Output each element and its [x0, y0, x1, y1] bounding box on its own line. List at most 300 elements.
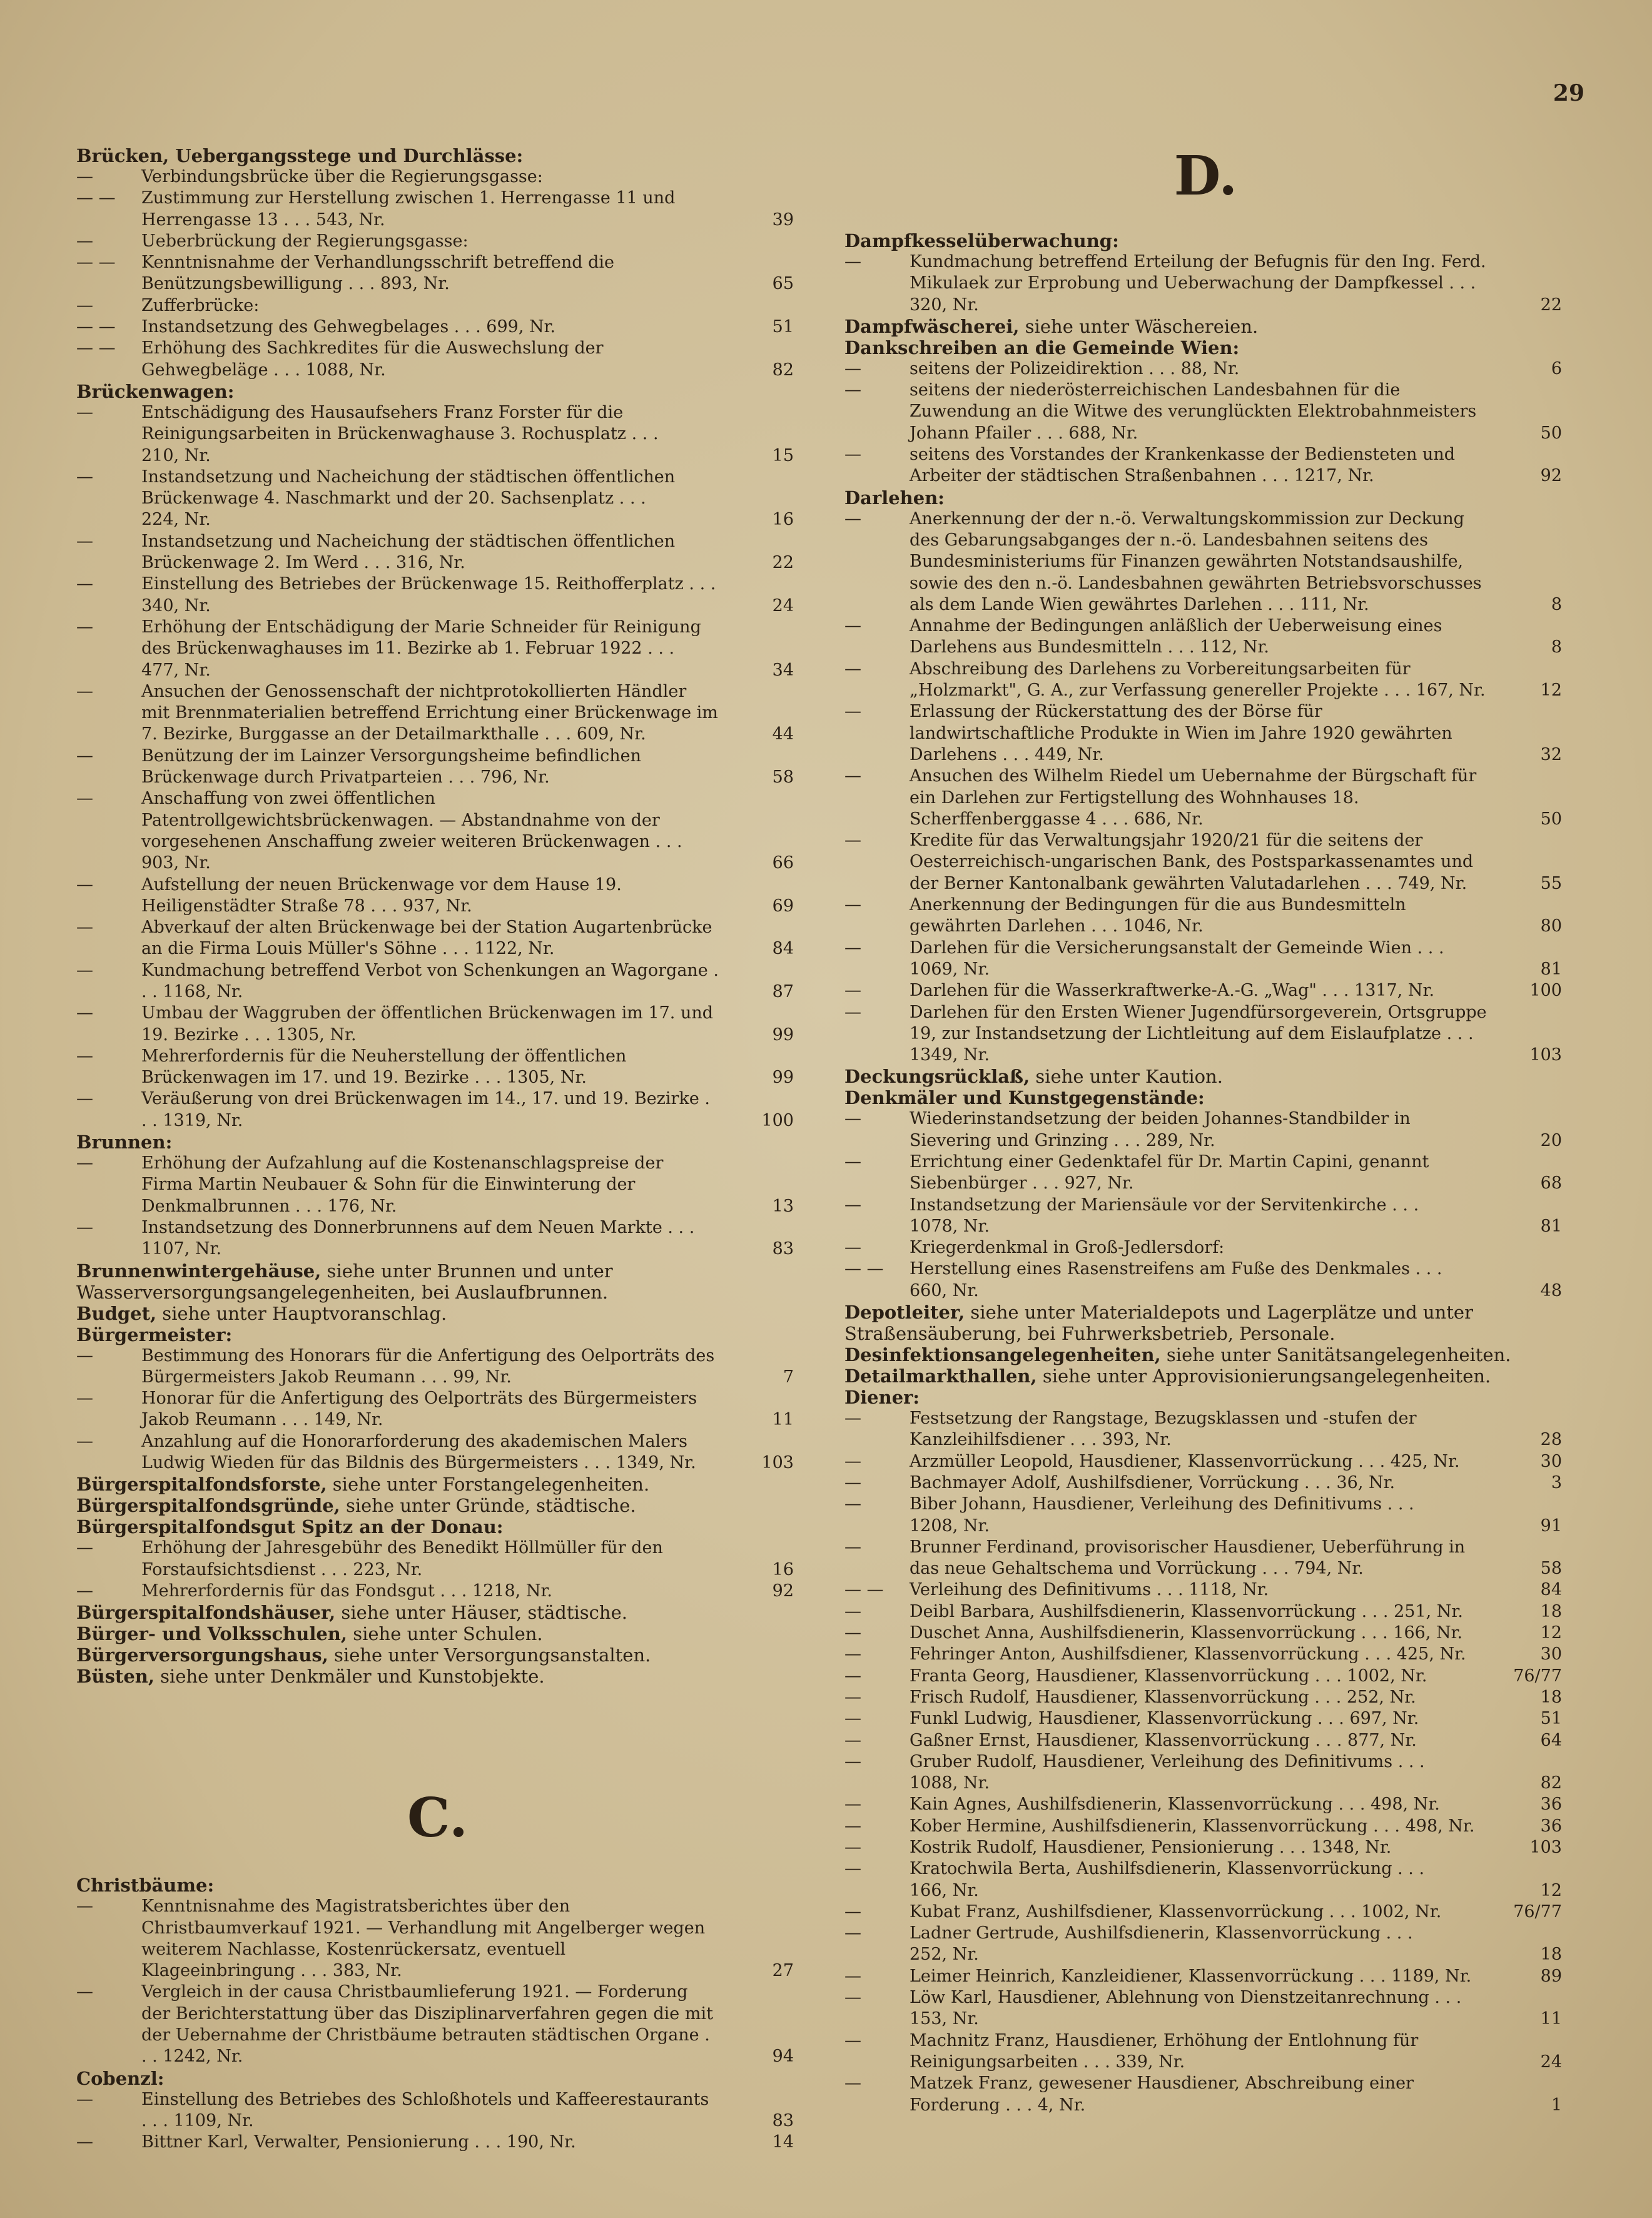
page-reference: 1319, Nr.	[163, 1110, 243, 1130]
page-reference: 166, Nr.	[910, 1880, 979, 1900]
page-reference: 1349, Nr.	[616, 1453, 696, 1473]
heading-text: Brückenwagen:	[76, 380, 235, 402]
entry-dash: —	[844, 1537, 861, 1557]
page-reference: 699, Nr.	[486, 317, 556, 337]
item-number: 32	[1540, 744, 1562, 764]
entry-dash: — —	[76, 188, 116, 208]
entry-text: Annahme der Bedingungen anläßlich der Ueberweisung eines Darlehens aus Bundesmitteln	[910, 616, 1442, 657]
page-reference: 697, Nr.	[1349, 1709, 1419, 1729]
index-entry: — — Verleihung des Definitivums . . . 1118, Nr. 84	[844, 1579, 1567, 1601]
item-number: 65	[772, 274, 794, 294]
item-number: 87	[772, 981, 794, 1001]
entry-dash: —	[844, 252, 861, 271]
entry-text: Verleihung des Definitivums	[910, 1580, 1152, 1600]
entry-text: Brunner Ferdinand, provisorischer Hausdiener, Ueberführung in das neue Gehaltschema und Vorrückung	[910, 1537, 1466, 1579]
index-entry: — Mehrerfordernis für die Neuherstellung der öffentlichen Brückenwagen im 17. und 19. Bezirke . . . 1305, Nr. 99	[76, 1046, 799, 1089]
entry-text: Instandsetzung der Mariensäule vor der Servitenkirche	[910, 1195, 1387, 1215]
item-number: 20	[1540, 1130, 1562, 1150]
entry-dash: —	[844, 1238, 861, 1258]
index-entry: — Instandsetzung und Nacheichung der städtischen öffentlichen Brückenwage 2. Im Werd . . . 316, Nr. 22	[76, 531, 799, 574]
entry-text: seitens der Polizeidirektion	[910, 358, 1143, 378]
entry-dash: —	[76, 1538, 93, 1558]
index-entry: — seitens des Vorstandes der Krankenkasse der Bediensteten und Arbeiter der städtischen Straßenbahnen . . . 1217, Nr. 92	[844, 444, 1567, 487]
item-number: 27	[772, 1961, 794, 1981]
item-number: 82	[1540, 1773, 1562, 1793]
entry-dash: —	[76, 874, 93, 894]
item-number: 34	[772, 660, 794, 680]
entry-text: Instandsetzung und Nacheichung der städtischen öffentlichen Brückenwage 2. Im Werd	[141, 531, 676, 573]
item-number: 92	[772, 1581, 794, 1601]
entry-dash: —	[76, 1431, 93, 1451]
index-entry: — Kubat Franz, Aushilfsdiener, Klassenvorrückung . . . 1002, Nr. 76/77	[844, 1902, 1567, 1923]
entry-text: Leimer Heinrich, Kanzleidiener, Klassenvorrückung	[910, 1966, 1354, 1986]
page-reference: 1002, Nr.	[1361, 1902, 1442, 1922]
page-reference: 1088, Nr.	[910, 1773, 990, 1793]
entry-text: Ansuchen der Genossenschaft der nichtprotokollierten Händler mit Brennmaterialien betreffend Errichtung einer Brückenwage im 7. Bezirke, Burggasse an der Detailmarkthalle	[141, 681, 718, 744]
index-entry: — Erhöhung der Aufzahlung auf die Kostenanschlagspreise der Firma Martin Neubauer & Sohn für die Einwinterung der Denkmalbrunnen . . . 176, Nr. 13	[76, 1153, 799, 1217]
entry-dash: —	[844, 1195, 861, 1215]
entry-dash: —	[844, 2074, 861, 2094]
item-number: 50	[1540, 809, 1562, 829]
page-reference: 498, Nr.	[1405, 1816, 1475, 1836]
item-number: 16	[772, 1559, 794, 1579]
index-entry: — Umbau der Waggruben der öffentlichen Brückenwagen im 17. und 19. Bezirke . . . 1305, Nr. 99	[76, 1003, 799, 1046]
item-number: 22	[772, 553, 794, 573]
page-reference: 1189, Nr.	[1391, 1966, 1472, 1986]
index-entry: — Ansuchen der Genossenschaft der nichtprotokollierten Händler mit Brennmaterialien betreffend Errichtung einer Brückenwage im 7. Bezirke, Burggasse an der Detailmarkthalle . . . 609, Nr. 44	[76, 681, 799, 746]
page-reference: 449, Nr.	[1034, 744, 1104, 764]
index-entry: — Anerkennung der Bedingungen für die aus Bundesmitteln gewährten Darlehen . . . 1046, Nr. 80	[844, 894, 1567, 938]
index-entry: — Arzmüller Leopold, Hausdiener, Klassenvorrückung . . . 425, Nr. 30	[844, 1451, 1567, 1472]
index-heading	[844, 1387, 1567, 1408]
index-heading	[844, 230, 1567, 251]
index-entry: — Entschädigung des Hausaufsehers Franz Forster für die Reinigungsarbeiten in Brückenwaghause 3. Rochusplatz . . . 210, Nr. 15	[76, 402, 799, 467]
index-heading	[76, 1303, 799, 1324]
index-entry: — Kain Agnes, Aushilfsdienerin, Klassenvorrückung . . . 498, Nr. 36	[844, 1794, 1567, 1815]
heading-text: Diener:	[844, 1387, 920, 1409]
entry-text: Kriegerdenkmal in Groß-Jedlersdorf:	[910, 1238, 1225, 1258]
entry-dash: —	[76, 1046, 93, 1066]
entry-dash: — —	[76, 338, 116, 358]
item-number: 50	[1540, 423, 1562, 443]
index-heading	[844, 1087, 1567, 1108]
item-number: 64	[1540, 1730, 1562, 1750]
page-number: 29	[1553, 80, 1584, 106]
item-number: 91	[1540, 1516, 1562, 1536]
index-entry: — Darlehen für den Ersten Wiener Jugendfürsorgeverein, Ortsgruppe 19, zur Instandsetzung der Lichtleitung auf dem Eislaufplatze . . . 1349, Nr. 103	[844, 1002, 1567, 1066]
page-reference: 893, Nr.	[380, 274, 450, 294]
page-reference: 88, Nr.	[1180, 358, 1240, 378]
page-reference: 383, Nr.	[332, 1961, 402, 1981]
heading-text: Bürgerspitalfondsgut Spitz an der Donau:	[76, 1516, 504, 1538]
item-number: 55	[1540, 873, 1562, 893]
page-reference: 425, Nr.	[1390, 1451, 1460, 1471]
entry-text: Entschädigung des Hausaufsehers Franz Forster für die Reinigungsarbeiten in Brückenwaghause 3. Rochusplatz	[141, 402, 627, 444]
index-entry: — Kenntnisnahme des Magistratsberichtes über den Christbaumverkauf 1921. — Verhandlung mit Angelberger wegen weiterem Nachlasse, Kostenrückersatz, eventuell Klageeinbringung . . . 383, Nr. 27	[76, 1896, 799, 1982]
page-reference: 4, Nr.	[1037, 2095, 1086, 2115]
entry-dash: —	[844, 1751, 861, 1771]
entry-text: Instandsetzung des Donnerbrunnens auf dem Neuen Markte	[141, 1217, 662, 1237]
index-heading	[76, 1474, 799, 1495]
item-number: 92	[1540, 466, 1562, 486]
index-entry: — Matzek Franz, gewesener Hausdiener, Abschreibung einer Forderung . . . 4, Nr. 1	[844, 2073, 1567, 2116]
entry-dash: —	[76, 1153, 93, 1173]
page-reference: 339, Nr.	[1115, 2052, 1185, 2072]
entry-dash: —	[844, 1902, 861, 1922]
index-heading	[76, 145, 799, 166]
cross-reference: siehe unter Gründe, städtische.	[340, 1495, 636, 1517]
entry-dash: —	[76, 746, 93, 766]
index-entry: — Einstellung des Betriebes der Brückenwage 15. Reithofferplatz . . . 340, Nr. 24	[76, 574, 799, 617]
page-reference: 149, Nr.	[313, 1410, 383, 1430]
entry-text: Wiederinstandsetzung der beiden Johannes-Standbilder in Sievering und Grinzing	[910, 1109, 1411, 1150]
item-number: 66	[772, 853, 794, 873]
item-number: 89	[1540, 1966, 1562, 1986]
entry-text: Anerkennung der Bedingungen für die aus Bundesmitteln gewährten Darlehen	[910, 895, 1406, 936]
entry-text: Frisch Rudolf, Hausdiener, Klassenvorrückung	[910, 1687, 1309, 1707]
item-number: 76/77	[1513, 1902, 1562, 1922]
entry-dash: —	[844, 1494, 861, 1514]
entry-text: Kostrik Rudolf, Hausdiener, Pensionierung	[910, 1838, 1274, 1857]
index-entry: — Wiederinstandsetzung der beiden Johannes-Standbilder in Sievering und Grinzing . . . 289, Nr. 20	[844, 1108, 1567, 1152]
page-reference: 316, Nr.	[396, 553, 465, 573]
index-entry: — Annahme der Bedingungen anläßlich der Ueberweisung eines Darlehens aus Bundesmitteln . . . 112, Nr. 8	[844, 615, 1567, 659]
item-number: 100	[761, 1110, 794, 1130]
entry-text: Vergleich in der causa Christbaumlieferung 1921. — Forderung der Berichterstattung über das Disziplinarverfahren gegen die mit der Uebernahme der Christbäume betrauten städtischen Organe	[141, 1982, 713, 2045]
page-reference: 937, Nr.	[402, 896, 472, 916]
entry-text: Duschet Anna, Aushilfsdienerin, Klassenvorrückung	[910, 1623, 1356, 1643]
index-entry: — — Herstellung eines Rasenstreifens am Fuße des Denkmales . . . 660, Nr. 48	[844, 1258, 1567, 1302]
section-letter: C.	[407, 1786, 468, 1850]
index-entry: — Instandsetzung des Donnerbrunnens auf dem Neuen Markte . . . 1107, Nr. 83	[76, 1217, 799, 1260]
entry-dash: — —	[76, 317, 116, 337]
item-number: 48	[1540, 1280, 1562, 1300]
entry-text: Abverkauf der alten Brückenwage bei der Station Augartenbrücke an die Firma Louis Müller's Söhne	[141, 918, 712, 959]
page-reference: 223, Nr.	[353, 1559, 423, 1579]
entry-text: Matzek Franz, gewesener Hausdiener, Abschreibung einer Forderung	[910, 2074, 1414, 2115]
entry-text: Deibl Barbara, Aushilfsdienerin, Klassenvorrückung	[910, 1601, 1357, 1621]
index-entry: — Kundmachung betreffend Erteilung der Befugnis für den Ing. Ferd. Mikulaek zur Erprobung und Ueberwachung der Dampfkessel . . . 320, Nr. 22	[844, 251, 1567, 316]
entry-dash: —	[844, 616, 861, 636]
page-reference: 1217, Nr.	[1294, 466, 1374, 486]
index-entry: — Erhöhung der Entschädigung der Marie Schneider für Reinigung des Brückenwaghauses im 11. Bezirke ab 1. Februar 1922 . . . 477, Nr. 34	[76, 617, 799, 681]
entry-dash: —	[76, 1003, 93, 1023]
cross-reference: siehe unter Hauptvoranschlag.	[156, 1302, 447, 1324]
item-number: 13	[772, 1196, 794, 1216]
index-entry	[844, 1237, 1567, 1258]
cross-reference: siehe unter Kaution.	[1030, 1066, 1223, 1088]
entry-dash: —	[844, 1966, 861, 1986]
item-number: 36	[1540, 1795, 1562, 1815]
item-number: 1	[1551, 2095, 1562, 2115]
page-reference: 112, Nr.	[1200, 637, 1270, 657]
entry-dash: —	[844, 702, 861, 722]
page-reference: 166, Nr.	[1393, 1623, 1463, 1643]
entry-dash: —	[76, 2132, 93, 2152]
index-entry: — Honorar für die Anfertigung des Oelporträts des Bürgermeisters Jakob Reumann . . . 149, Nr. 11	[76, 1388, 799, 1431]
item-number: 82	[772, 360, 794, 380]
index-heading	[844, 1365, 1567, 1387]
page-reference: 1109, Nr.	[173, 2110, 254, 2130]
page-reference: 1317, Nr.	[1354, 981, 1435, 1001]
index-entry: — Kober Hermine, Aushilfsdienerin, Klassenvorrückung . . . 498, Nr. 36	[844, 1816, 1567, 1837]
index-heading	[76, 1875, 799, 1896]
index-heading	[76, 1602, 799, 1623]
index-entry: — Machnitz Franz, Hausdiener, Erhöhung der Entlohnung für Reinigungsarbeiten . . . 339, Nr. 24	[844, 2030, 1567, 2074]
cross-reference: siehe unter Denkmäler und Kunstobjekte.	[154, 1666, 545, 1688]
index-entry	[76, 166, 799, 188]
entry-dash: —	[76, 574, 93, 594]
item-number: 16	[772, 510, 794, 530]
index-heading	[76, 1132, 799, 1153]
entry-dash: —	[76, 1896, 93, 1917]
entry-text: Darlehen für die Versicherungsanstalt der Gemeinde Wien	[910, 938, 1412, 958]
index-entry: — Brunner Ferdinand, provisorischer Hausdiener, Ueberführung in das neue Gehaltschema und Vorrückung . . . 794, Nr. 58	[844, 1537, 1567, 1580]
page-reference: 36, Nr.	[1336, 1472, 1396, 1492]
entry-dash: —	[76, 1217, 93, 1237]
item-number: 99	[772, 1025, 794, 1045]
item-number: 76/77	[1513, 1666, 1562, 1686]
item-number: 58	[772, 767, 794, 787]
heading-text: Denkmäler und Kunstgegenstände:	[844, 1087, 1205, 1109]
page-reference: 251, Nr.	[1394, 1601, 1463, 1621]
entry-dash: —	[76, 1581, 93, 1601]
entry-dash: —	[844, 445, 861, 465]
index-entry: — Ladner Gertrude, Aushilfsdienerin, Klassenvorrückung . . . 252, Nr. 18	[844, 1923, 1567, 1966]
heading-text: Deckungsrücklaß,	[844, 1066, 1030, 1088]
entry-text: Machnitz Franz, Hausdiener, Erhöhung der Entlohnung für Reinigungsarbeiten	[910, 2030, 1419, 2072]
item-number: 22	[1540, 295, 1562, 315]
entry-text: Herstellung eines Rasenstreifens am Fuße des Denkmales	[910, 1259, 1410, 1279]
entry-dash: — —	[844, 1580, 884, 1600]
page-reference: 794, Nr.	[1294, 1559, 1364, 1579]
entry-dash: — —	[76, 253, 116, 273]
page-reference: 1348, Nr.	[1311, 1838, 1392, 1857]
index-entry: — Gruber Rudolf, Hausdiener, Verleihung des Definitivums . . . 1088, Nr. 82	[844, 1751, 1567, 1795]
entry-text: Funkl Ludwig, Hausdiener, Klassenvorrückung	[910, 1709, 1312, 1729]
heading-text: Bürgerspitalfondshäuser,	[76, 1602, 336, 1624]
index-entry: — Franta Georg, Hausdiener, Klassenvorrückung . . . 1002, Nr. 76/77	[844, 1666, 1567, 1687]
index-entry: — Festsetzung der Rangstage, Bezugsklassen und -stufen der Kanzleihilfsdiener . . . 393, Nr. 28	[844, 1408, 1567, 1451]
index-entry	[76, 231, 799, 252]
index-heading	[844, 1066, 1567, 1087]
index-heading	[844, 1344, 1567, 1365]
item-number: 30	[1540, 1644, 1562, 1664]
entry-dash: —	[844, 1109, 861, 1129]
heading-text: Dankschreiben an die Gemeinde Wien:	[844, 337, 1240, 358]
page-reference: 927, Nr.	[1064, 1173, 1134, 1193]
index-entry: — Frisch Rudolf, Hausdiener, Klassenvorrückung . . . 252, Nr. 18	[844, 1687, 1567, 1708]
page-reference: 1122, Nr.	[474, 939, 555, 959]
entry-text: Zufferbrücke:	[141, 295, 260, 315]
index-entry: — — Kenntnisnahme der Verhandlungsschrift betreffend die Benützungsbewilligung . . . 893, Nr. 65	[76, 252, 799, 295]
entry-text: Bachmayer Adolf, Aushilfsdiener, Vorrückung	[910, 1472, 1299, 1492]
item-number: 83	[772, 1239, 794, 1259]
heading-text: Detailmarkthallen,	[844, 1365, 1037, 1387]
index-entry: — Leimer Heinrich, Kanzleidiener, Klassenvorrückung . . . 1189, Nr. 89	[844, 1966, 1567, 1987]
index-entry: — seitens der Polizeidirektion . . . 88, Nr. 6	[844, 358, 1567, 380]
entry-text: Bittner Karl, Verwalter, Pensionierung	[141, 2132, 469, 2152]
entry-text: Ansuchen des Wilhelm Riedel um Uebernahme der Bürgschaft für ein Darlehen zur Fertigstellung des Wohnhauses 18. Scherffenberggasse 4	[910, 766, 1477, 829]
entry-text: Mehrerfordernis für die Neuherstellung der öffentlichen Brückenwagen im 17. und 19. Bezirke	[141, 1046, 627, 1088]
entry-dash: —	[844, 1644, 861, 1664]
entry-dash: —	[76, 918, 93, 938]
index-entry: — — Zustimmung zur Herstellung zwischen 1. Herrengasse 11 und Herrengasse 13 . . . 543, Nr. 39	[76, 188, 799, 231]
index-entry: — Erhöhung der Jahresgebühr des Benedikt Höllmüller für den Forstaufsichtsdienst . . . 223, Nr. 16	[76, 1537, 799, 1581]
page-reference: 686, Nr.	[1133, 809, 1204, 829]
entry-dash: —	[844, 509, 861, 529]
entry-text: Kundmachung betreffend Verbot von Schenkungen an Wagorgane	[141, 960, 708, 980]
index-entry: — Funkl Ludwig, Hausdiener, Klassenvorrückung . . . 697, Nr. 51	[844, 1708, 1567, 1729]
entry-text: Honorar für die Anfertigung des Oelporträts des Bürgermeisters Jakob Reumann	[141, 1389, 697, 1430]
cross-reference: siehe unter Schulen.	[347, 1623, 543, 1645]
page-reference: 877, Nr.	[1347, 1730, 1417, 1750]
page-reference: 1305, Nr.	[276, 1025, 357, 1045]
page-reference: 1242, Nr.	[163, 2047, 243, 2067]
entry-dash: —	[76, 1089, 93, 1109]
page-reference: 660, Nr.	[910, 1280, 979, 1300]
entry-dash: —	[844, 2030, 861, 2050]
item-number: 83	[772, 2110, 794, 2130]
entry-dash: —	[76, 467, 93, 487]
entry-text: Gaßner Ernst, Hausdiener, Klassenvorrückung	[910, 1730, 1310, 1750]
index-entry: — Fehringer Anton, Aushilfsdiener, Klassenvorrückung . . . 425, Nr. 30	[844, 1644, 1567, 1665]
cross-reference: siehe unter Forstangelegenheiten.	[327, 1474, 650, 1496]
entry-dash: —	[76, 681, 93, 701]
page-reference: 1088, Nr.	[305, 360, 386, 380]
item-number: 24	[1540, 2052, 1562, 2072]
item-number: 94	[772, 2047, 794, 2067]
page-reference: 393, Nr.	[1102, 1430, 1172, 1450]
index-heading	[76, 2068, 799, 2089]
entry-text: Gruber Rudolf, Hausdiener, Verleihung des Definitivums	[910, 1751, 1393, 1771]
entry-text: Erlassung der Rückerstattung des der Börse für landwirtschaftliche Produkte in Wien im Jahre 1920 gewährten Darlehens	[910, 702, 1452, 764]
entry-text: Festsetzung der Rangstage, Bezugsklassen und -stufen der Kanzleihilfsdiener	[910, 1409, 1417, 1450]
index-entry: — Löw Karl, Hausdiener, Ablehnung von Dienstzeitanrechnung . . . 153, Nr. 11	[844, 1987, 1567, 2030]
index-entry: — Errichtung einer Gedenktafel für Dr. Martin Capini, genannt Siebenbürger . . . 927, Nr. 68	[844, 1152, 1567, 1195]
entry-text: Kenntnisnahme der Verhandlungsschrift betreffend die Benützungsbewilligung	[141, 253, 614, 294]
page-reference: 153, Nr.	[910, 2009, 979, 2029]
entry-text: Bestimmung des Honorars für die Anfertigung des Oelporträts des Bürgermeisters Jakob Reumann	[141, 1345, 715, 1387]
cross-reference: siehe unter Versorgungsanstalten.	[328, 1644, 651, 1666]
page-reference: 688, Nr.	[1068, 423, 1138, 443]
index-entry: — Bittner Karl, Verwalter, Pensionierung . . . 190, Nr. 14	[76, 2132, 799, 2153]
item-number: 58	[1540, 1559, 1562, 1579]
heading-text: Brunnenwintergehäuse,	[76, 1260, 322, 1282]
entry-text: Benützung der im Lainzer Versorgungsheime befindlichen Brückenwage durch Privatparteien	[141, 746, 642, 787]
page-reference: 210, Nr.	[141, 445, 211, 465]
entry-text: Kober Hermine, Aushilfsdienerin, Klassenvorrückung	[910, 1816, 1368, 1836]
entry-text: Kratochwila Berta, Aushilfsdienerin, Klassenvorrückung	[910, 1859, 1392, 1879]
item-number: 51	[1540, 1709, 1562, 1729]
entry-text: Errichtung einer Gedenktafel für Dr. Martin Capini, genannt Siebenbürger	[910, 1152, 1429, 1193]
entry-dash: —	[76, 1982, 93, 2002]
entry-dash: —	[844, 981, 861, 1001]
entry-text: Instandsetzung des Gehwegbelages	[141, 317, 449, 337]
index-heading	[76, 1495, 799, 1516]
entry-dash: —	[844, 1859, 861, 1879]
index-entry: — Vergleich in der causa Christbaumlieferung 1921. — Forderung der Berichterstattung über das Disziplinarverfahren gegen die mit der Uebernahme der Christbäume betrauten städtischen Organe . . . 1242, Nr. 94	[76, 1982, 799, 2067]
index-entry: — Mehrerfordernis für das Fondsgut . . . 1218, Nr. 92	[76, 1581, 799, 1602]
index-heading	[844, 1302, 1567, 1344]
item-number: 8	[1551, 637, 1562, 657]
item-number: 51	[772, 317, 794, 337]
page-reference: 252, Nr.	[1346, 1687, 1416, 1707]
entry-dash: —	[844, 659, 861, 679]
left-column	[76, 145, 799, 2153]
entry-text: Kundmachung betreffend Erteilung der Befugnis für den Ing. Ferd. Mikulaek zur Erprobung und Ueberwachung der Dampfkessel	[910, 252, 1486, 293]
page-reference: 190, Nr.	[506, 2132, 576, 2152]
entry-text: Einstellung des Betriebes des Schloßhotels und Kaffeerestaurants	[141, 2089, 709, 2109]
index-entry: — Instandsetzung und Nacheichung der städtischen öffentlichen Brückenwage 4. Naschmarkt und der 20. Sachsenplatz . . . 224, Nr. 16	[76, 467, 799, 531]
entry-text: Fehringer Anton, Aushilfsdiener, Klassenvorrückung	[910, 1644, 1359, 1664]
index-entry: — Instandsetzung der Mariensäule vor der Servitenkirche . . . 1078, Nr. 81	[844, 1195, 1567, 1238]
page-reference: 425, Nr.	[1396, 1644, 1466, 1664]
entry-dash: —	[844, 895, 861, 915]
cross-reference: siehe unter Häuser, städtische.	[335, 1602, 627, 1624]
entry-text: Kain Agnes, Aushilfsdienerin, Klassenvorrückung	[910, 1795, 1333, 1815]
cross-reference: siehe unter Brunnen und unter Wasserversorgungsangelegenheiten, bei Auslaufbrunnen.	[76, 1260, 613, 1303]
index-entry: — Darlehen für die Wasserkraftwerke-A.-G. „Wag" . . . 1317, Nr. 100	[844, 980, 1567, 1001]
index-entry: — Abschreibung des Darlehens zu Vorbereitungsarbeiten für „Holzmarkt", G. A., zur Verfassung genereller Projekte . . . 167, Nr. 12	[844, 659, 1567, 702]
heading-text: Brunnen:	[76, 1132, 173, 1153]
page-reference: 477, Nr.	[141, 660, 211, 680]
page-reference: 111, Nr.	[1299, 594, 1369, 614]
page-reference: 1208, Nr.	[910, 1516, 990, 1536]
page-reference: 1002, Nr.	[1347, 1666, 1427, 1686]
item-number: 81	[1540, 1216, 1562, 1236]
page-reference: 498, Nr.	[1370, 1795, 1440, 1815]
entry-text: Erhöhung der Jahresgebühr des Benedikt Höllmüller für den Forstaufsichtsdienst	[141, 1538, 663, 1579]
index-heading	[76, 1666, 799, 1687]
index-heading	[76, 1324, 799, 1345]
heading-text: Cobenzl:	[76, 2067, 165, 2089]
entry-text: Kredite für das Verwaltungsjahr 1920/21 für die seitens der Oesterreichisch-ungarischen Bank, des Postsparkassenamtes und der Berner Kantonalbank gewährten Valutadarlehen	[910, 831, 1474, 893]
entry-dash: —	[844, 938, 861, 958]
heading-text: Büsten,	[76, 1666, 155, 1688]
entry-text: seitens des Vorstandes der Krankenkasse der Bediensteten und Arbeiter der städtischen Straßenbahnen	[910, 445, 1456, 486]
entry-text: Anschaffung von zwei öffentlichen Patentrollgewichtsbrückenwagen. — Abstandnahme von der vorgesehenen Anschaffung zweier weiteren Brückenwagen	[141, 789, 660, 851]
index-entry: — Kundmachung betreffend Verbot von Schenkungen an Wagorgane . . . 1168, Nr. 87	[76, 960, 799, 1003]
entry-text: Abschreibung des Darlehens zu Vorbereitungsarbeiten für „Holzmarkt", G. A., zur Verfassung genereller Projekte	[910, 659, 1411, 701]
entry-dash: —	[844, 1816, 861, 1836]
item-number: 69	[772, 896, 794, 916]
page-reference: 252, Nr.	[910, 1945, 979, 1965]
index-entry: — Bachmayer Adolf, Aushilfsdiener, Vorrückung . . . 36, Nr. 3	[844, 1472, 1567, 1494]
heading-text: Bürgerspitalfondsgründe,	[76, 1495, 340, 1517]
item-number: 84	[1540, 1580, 1562, 1600]
entry-text: Franta Georg, Hausdiener, Klassenvorrückung	[910, 1666, 1310, 1686]
heading-text: Christbäume:	[76, 1875, 215, 1896]
page-reference: 1107, Nr.	[141, 1239, 222, 1259]
entry-text: seitens der niederösterreichischen Landesbahnen für die Zuwendung an die Witwe des verunglückten Elektrobahnmeisters Johann Pfailer	[910, 380, 1477, 443]
index-entry: — Einstellung des Betriebes des Schloßhotels und Kaffeerestaurants . . . 1109, Nr. 83	[76, 2089, 799, 2132]
entry-dash: —	[76, 1345, 93, 1365]
entry-text: Einstellung des Betriebes der Brückenwage 15. Reithofferplatz	[141, 574, 684, 594]
entry-text: Mehrerfordernis für das Fondsgut	[141, 1581, 435, 1601]
item-number: 15	[772, 445, 794, 465]
entry-dash: —	[844, 1666, 861, 1686]
entry-text: Instandsetzung und Nacheichung der städtischen öffentlichen Brückenwage 4. Naschmarkt und der 20. Sachsenplatz	[141, 467, 676, 509]
index-entry: — Veräußerung von drei Brückenwagen im 14., 17. und 19. Bezirke . . . 1319, Nr. 100	[76, 1088, 799, 1132]
page-reference: 543, Nr.	[315, 210, 385, 230]
entry-dash: —	[844, 1795, 861, 1815]
item-number: 7	[783, 1367, 794, 1387]
item-number: 18	[1540, 1601, 1562, 1621]
item-number: 39	[772, 210, 794, 230]
page-reference: 1305, Nr.	[506, 1068, 587, 1088]
index-entry: — Anerkennung der der n.-ö. Verwaltungskommission zur Deckung des Gebarungsabganges der n.-ö. Landesbahnen seitens des Bundesministeriums für Finanzen gewährten Notstandsaushilfe, sowie des den n.-ö. Landesbahnen gewährten Betriebsvorschusses als dem Lande Wien gewährtes Darlehen . . . 111, Nr. 8	[844, 509, 1567, 615]
